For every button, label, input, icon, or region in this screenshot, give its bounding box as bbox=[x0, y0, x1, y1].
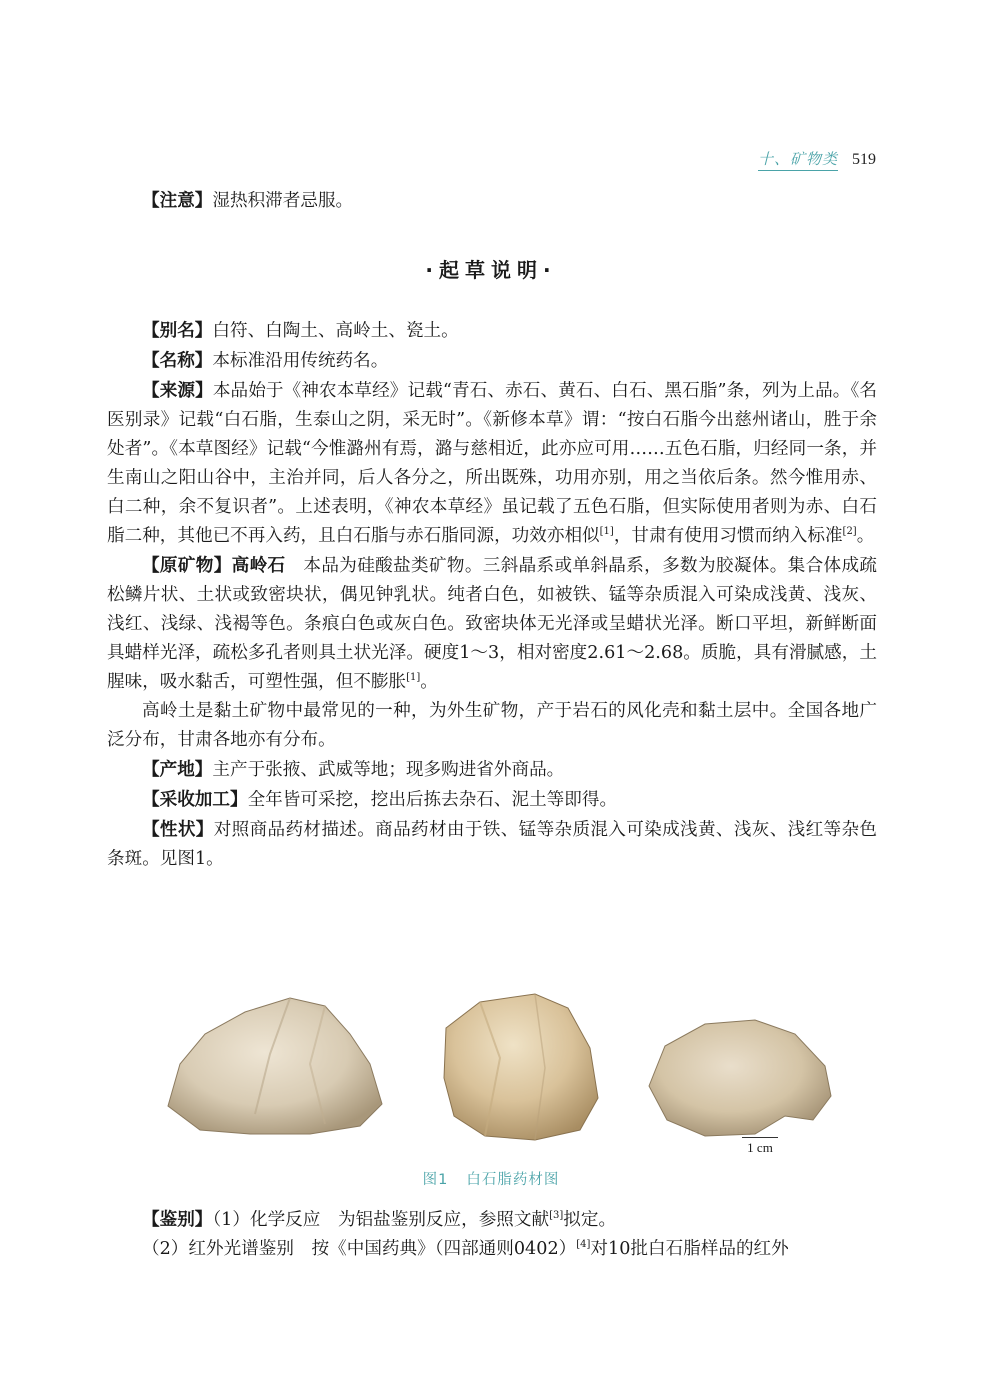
figure-1-image bbox=[150, 988, 840, 1168]
origin-text: 主产于张掖、武威等地；现多购进省外商品。 bbox=[212, 760, 565, 780]
mineral-paragraph bbox=[107, 551, 877, 697]
alias-paragraph bbox=[107, 316, 877, 346]
harvest-paragraph bbox=[107, 785, 877, 815]
scale-bar: 1 cm bbox=[742, 1137, 778, 1156]
identification-text-2: （2）红外光谱鉴别 按《中国药典》（四部通则0402） bbox=[142, 1239, 577, 1259]
character-paragraph bbox=[107, 815, 877, 874]
identification-label: 【鉴别】 bbox=[142, 1209, 213, 1230]
stone-specimen-1 bbox=[160, 994, 385, 1139]
character-text: 对照商品药材描述。商品药材由于铁、锰等杂质混入可染成浅黄、浅灰、浅红等杂色条斑。见图1。 bbox=[107, 820, 877, 869]
caution-text: 湿热积滞者忌服。 bbox=[212, 191, 354, 211]
source-ref-2: [2] bbox=[842, 526, 857, 538]
section-title: ·起草说明· bbox=[425, 258, 557, 282]
identification-text-1: （1）化学反应 为铝盐鉴别反应，参照文献 bbox=[212, 1210, 550, 1230]
source-ref-1: [1] bbox=[599, 526, 614, 538]
stone-specimen-3 bbox=[645, 1016, 835, 1141]
page-number: 519 bbox=[852, 151, 876, 168]
name-label: 【名称】 bbox=[142, 350, 213, 371]
name-text: 本标准沿用传统药名。 bbox=[212, 351, 389, 371]
name-paragraph bbox=[107, 346, 877, 376]
figure-caption bbox=[0, 1168, 982, 1189]
identification-line-2 bbox=[107, 1235, 877, 1264]
source-label: 【来源】 bbox=[142, 380, 213, 401]
mineral-text: 本品为硅酸盐类矿物。三斜晶系或单斜晶系，多数为胶凝体。集合体成疏松鳞片状、土状或致密块状，偶见钟乳状。纯者白色，如被铁、锰等杂质混入可染成浅黄、浅灰、浅红、浅绿、浅褐等色。条痕白色或灰白色。致密块体无光泽或呈蜡状光泽。断口平坦，新鲜断面具蜡样光泽，疏松多孔者则具土状光泽。硬度1～3，相对密度2.61～2.68。质脆，具有滑腻感，土腥味，吸水黏舌，可塑性强，但不膨胀 bbox=[107, 556, 877, 692]
alias-text: 白符、白陶土、高岭土、瓷土。 bbox=[212, 321, 459, 341]
mineral-label: 【原矿物】 bbox=[142, 555, 232, 576]
main-text bbox=[107, 316, 877, 874]
running-header bbox=[758, 148, 876, 171]
origin-paragraph bbox=[107, 755, 877, 785]
stone-specimen-2 bbox=[440, 988, 600, 1143]
source-text: 本品始于《神农本草经》记载“青石、赤石、黄石、白石、黑石脂”条，列为上品。《名医别录》记载“白石脂，生泰山之阴，采无时”。《新修本草》谓：“按白石脂今出慈州诸山，胜于余处者”。《本草图经》记载“今惟潞州有焉，潞与慈相近，此亦应可用……五色石脂，归经同一条，并生南山之阳山谷中，主治并同，后人各分之，所出既殊，功用亦别，用之当依后条。然今惟用赤、白二种，余不复识者”。上述表明，《神农本草经》虽记载了五色石脂，但实际使用者则为赤、白石脂二种，其他已不再入药，且白石脂与赤石脂同源，功效亦相似 bbox=[107, 381, 877, 546]
identification-ref-2: [4] bbox=[576, 1239, 591, 1251]
harvest-label: 【采收加工】 bbox=[142, 789, 248, 810]
mineral-text-2: 。 bbox=[420, 672, 438, 692]
identification-ref-1: [3] bbox=[549, 1210, 564, 1222]
alias-label: 【别名】 bbox=[142, 320, 213, 341]
figure-caption-text: 白石脂药材图 bbox=[466, 1172, 560, 1188]
identification-end-2: 对10批白石脂样品的红外 bbox=[590, 1239, 789, 1259]
section-name: 十、矿物类 bbox=[758, 148, 838, 171]
caution-paragraph bbox=[107, 186, 877, 216]
source-paragraph bbox=[107, 376, 877, 551]
source-text-2: ，甘肃有使用习惯而纳入标准 bbox=[613, 526, 843, 546]
identification-text bbox=[107, 1205, 877, 1264]
caution-label: 【注意】 bbox=[142, 190, 213, 211]
kaolin-paragraph: 高岭土是黏土矿物中最常见的一种，为外生矿物，产于岩石的风化壳和黏土层中。全国各地广泛分布，甘肃各地亦有分布。 bbox=[107, 701, 877, 750]
origin-label: 【产地】 bbox=[142, 759, 213, 780]
character-label: 【性状】 bbox=[142, 819, 214, 840]
identification-end-1: 拟定。 bbox=[563, 1210, 617, 1230]
identification-line-1 bbox=[107, 1205, 877, 1235]
figure-number: 图1 bbox=[422, 1172, 449, 1188]
mineral-name: 高岭石 bbox=[231, 555, 286, 576]
mineral-ref: [1] bbox=[406, 672, 421, 684]
source-text-3: 。 bbox=[856, 526, 875, 546]
harvest-text: 全年皆可采挖，挖出后拣去杂石、泥土等即得。 bbox=[247, 790, 618, 810]
